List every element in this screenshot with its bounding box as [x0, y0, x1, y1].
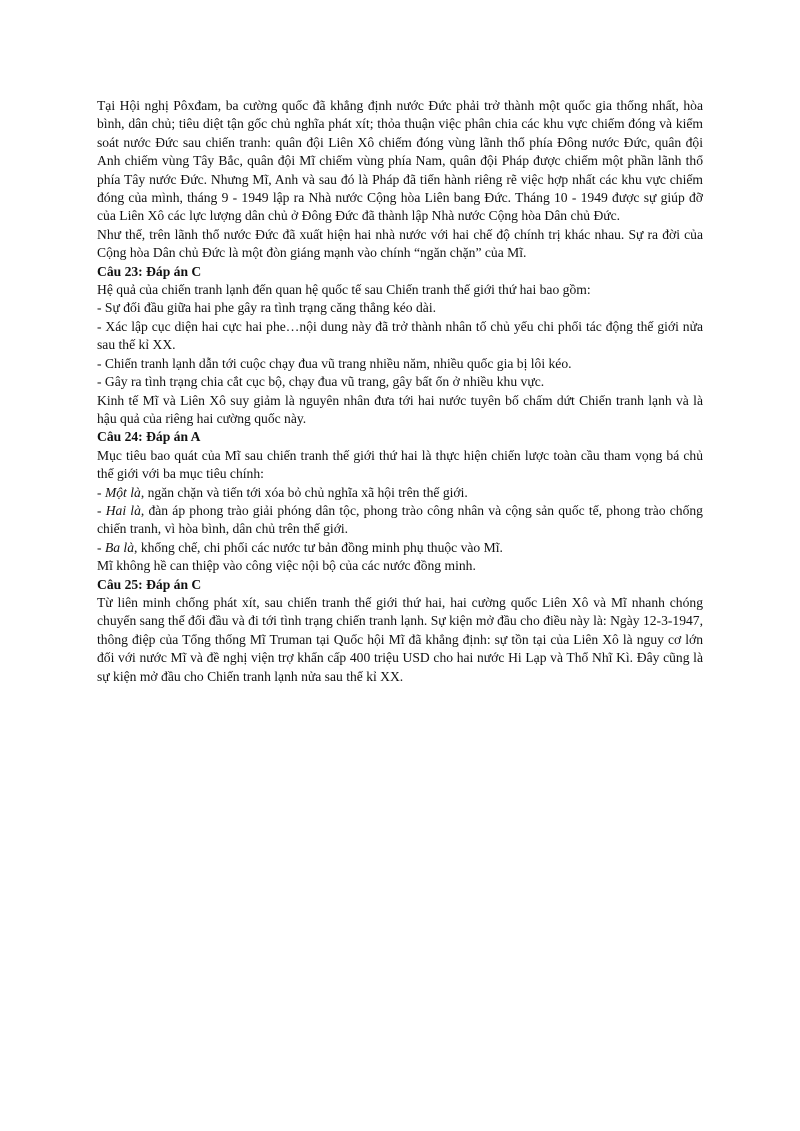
- q23-line-5: - Gây ra tình trạng chia cắt cục bộ, chạy đua vũ trang, gây bất ổn ở nhiều khu vực.: [97, 374, 545, 390]
- item-prefix: -: [97, 502, 106, 518]
- item-text: , khống chế, chi phối các nước tư bản đồng minh phụ thuộc vào Mĩ.: [134, 539, 503, 555]
- item-emphasis: Ba là: [104, 539, 135, 555]
- question-24-heading: Câu 24: Đáp án A: [97, 429, 201, 445]
- q23-line-1: Hệ quả của chiến tranh lạnh đến quan hệ quốc tế sau Chiến tranh thế giới thứ hai bao gồm:: [97, 282, 591, 298]
- item-text: , ngăn chặn và tiến tới xóa bỏ chủ nghĩa xã hội trên thế giới.: [140, 484, 468, 500]
- item-text: , đàn áp phong trào giải phóng dân tộc, phong trào công nhân và cộng sản quốc tế, phong trào chống chiến tranh, vì hòa bình, dân chủ trên thế giới.: [97, 502, 703, 537]
- q24-outro: Mĩ không hề can thiệp vào công việc nội bộ của các nước đồng minh.: [97, 558, 476, 574]
- q23-line-2: - Sự đối đầu giữa hai phe gây ra tình trạng căng thẳng kéo dài.: [97, 300, 437, 316]
- q24-item-2: [97, 502, 703, 539]
- question-23-heading: Câu 23: Đáp án C: [97, 263, 202, 279]
- item-prefix: -: [97, 539, 105, 555]
- item-emphasis: Một là: [104, 484, 141, 500]
- item-prefix: -: [97, 484, 105, 500]
- q25-body: Từ liên minh chống phát xít, sau chiến tranh thế giới thứ hai, hai cường quốc Liên Xô và Mĩ nhanh chóng chuyển sang thế đối đầu và đi tới tình trạng chiến tranh lạnh. Sự kiện mở đầu cho điều này là: Ngày 12-3-1947, thông điệp của Tổng thống Mĩ Truman tại Quốc hội Mĩ đã khẳng định: sự tồn tại của Liên Xô là nguy cơ lớn đối với nước Mĩ và đề nghị viện trợ khẩn cấp 400 triệu USD cho hai nước Hi Lạp và Thổ Nhĩ Kì. Đây cũng là sự kiện mở đầu cho Chiến tranh lạnh nửa sau thế kỉ XX.: [97, 594, 703, 684]
- q24-item-3: [97, 539, 703, 557]
- item-emphasis: Hai là: [105, 502, 141, 518]
- q24-intro: Mục tiêu bao quát của Mĩ sau chiến tranh thế giới thứ hai là thực hiện chiến lược toàn cầu tham vọng bá chủ thế giới với ba mục tiêu chính:: [97, 447, 703, 482]
- q24-item-1: [97, 484, 703, 502]
- q23-line-3: - Xác lập cục diện hai cực hai phe…nội dung này đã trở thành nhân tố chủ yếu chi phối tác động thế giới nửa sau thế kỉ XX.: [97, 318, 703, 353]
- question-25-heading: Câu 25: Đáp án C: [97, 576, 202, 592]
- intro-paragraph-2: Như thế, trên lãnh thổ nước Đức đã xuất hiện hai nhà nước với hai chế độ chính trị khác nhau. Sự ra đời của Cộng hòa Dân chủ Đức là một đòn giáng mạnh vào chính “ngăn chặn” của Mĩ.: [97, 226, 703, 261]
- q23-line-4: - Chiến tranh lạnh dẫn tới cuộc chạy đua vũ trang nhiều năm, nhiều quốc gia bị lôi kéo.: [97, 355, 572, 371]
- q23-line-6: Kinh tế Mĩ và Liên Xô suy giảm là nguyên nhân đưa tới hai nước tuyên bố chấm dứt Chiến tranh lạnh và là hậu quả của riêng hai cường quốc này.: [97, 392, 703, 426]
- document-page: [97, 97, 703, 686]
- intro-paragraph-1: Tại Hội nghị Pôxđam, ba cường quốc đã khẳng định nước Đức phải trở thành một quốc gia thống nhất, hòa bình, dân chủ; tiêu diệt tận gốc chủ nghĩa phát xít; thỏa thuận việc phân chia các khu vực chiếm đóng và kiểm soát nước Đức sau chiến tranh: quân đội Liên Xô chiếm đóng vùng lãnh thổ phía Đông nước Đức, quân đội Anh chiếm vùng Tây Bắc, quân đội Mĩ chiếm vùng phía Nam, quân đội Pháp được chiếm một phần lãnh thổ phía Tây nước Đức. Nhưng Mĩ, Anh và sau đó là Pháp đã tiến hành riêng rẽ việc hợp nhất các khu vực chiếm đóng của mình, tháng 9 - 1949 lập ra Nhà nước Cộng hòa Liên bang Đức. Tháng 10 - 1949 được sự giúp đỡ của Liên Xô các lực lượng dân chủ ở Đông Đức đã thành lập Nhà nước Cộng hòa Dân chủ Đức.: [97, 98, 703, 224]
